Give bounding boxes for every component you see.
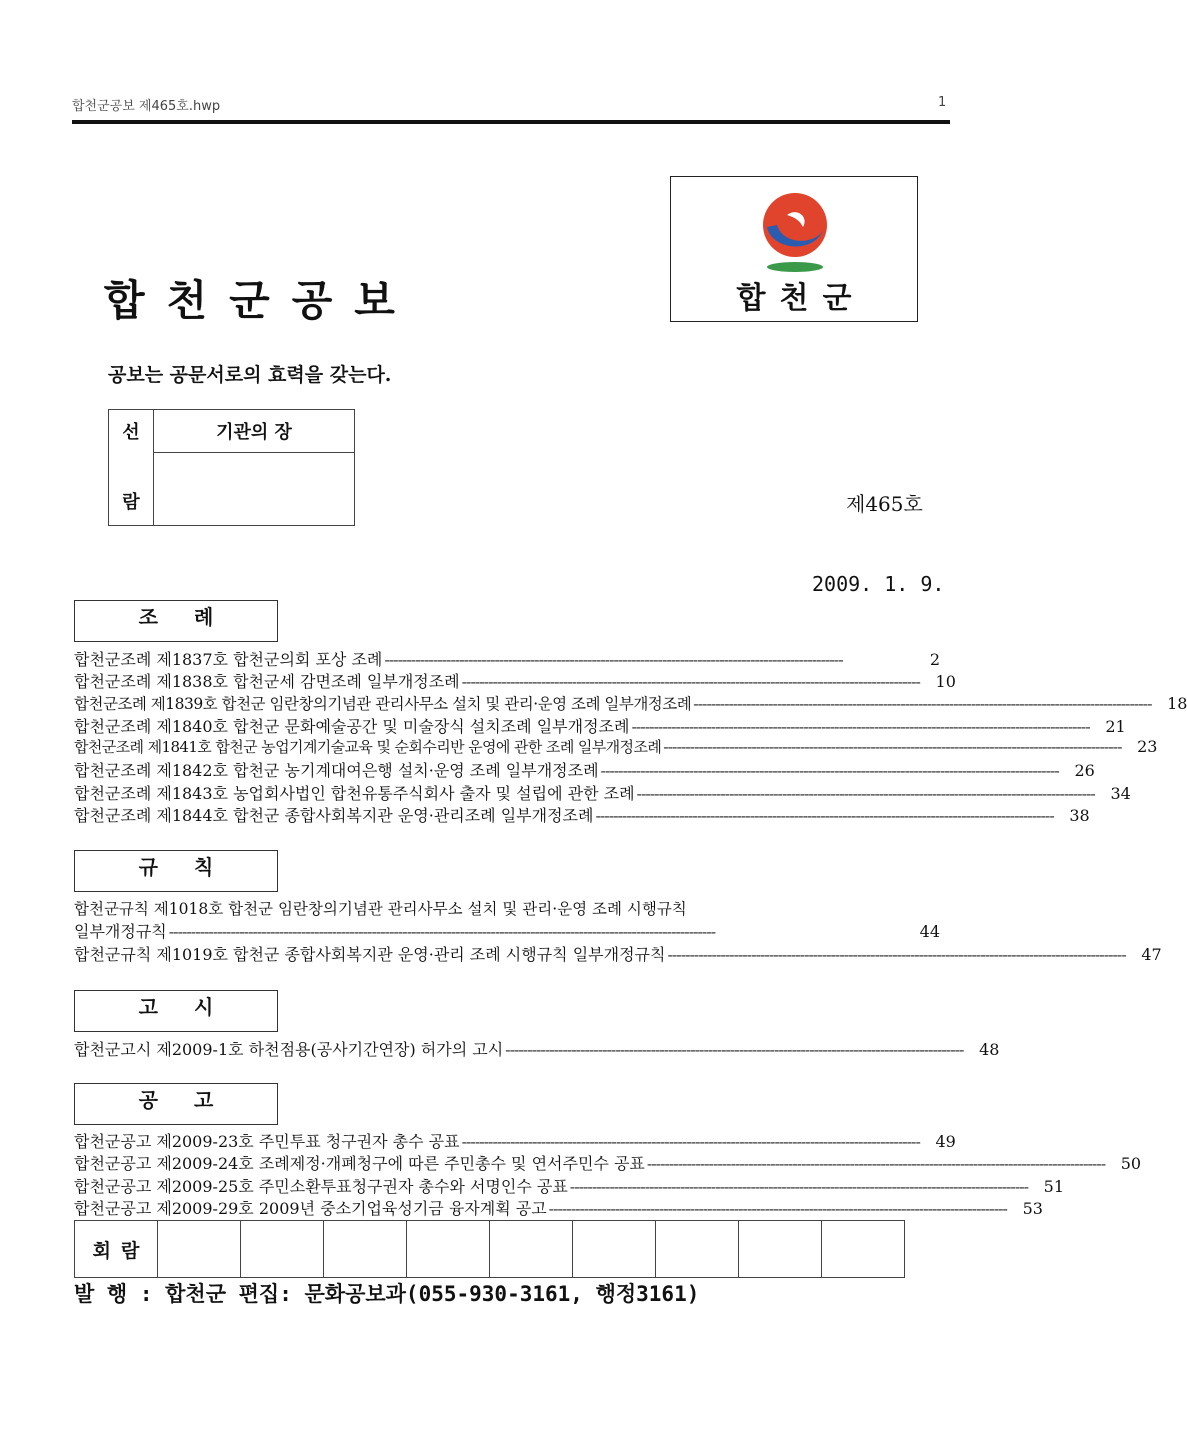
- review-cell: [656, 1221, 739, 1278]
- review-cell: [739, 1221, 822, 1278]
- ordinances-list: [74, 647, 1187, 826]
- section-ordinances-label: 조례: [74, 600, 278, 642]
- toc-item[interactable]: 합천군고시 제2009-1호 하천점용(공사기간연장) 허가의 고시 -------------------------------------------------------------------------------------------------------- 48: [74, 1040, 1000, 1059]
- review-cell: [241, 1221, 324, 1278]
- routing-signature-cell: [154, 453, 355, 526]
- section-announcements-label: 공고: [74, 1083, 278, 1125]
- toc-item[interactable]: 합천군공고 제2009-25호 주민소환투표청구권자 총수와 서명인수 공표 -------------------------------------------------------------------------------------------------------- 51: [74, 1176, 1065, 1196]
- document-subtitle: 공보는 공문서로의 효력을 갖는다.: [108, 364, 392, 386]
- section-notices-label: 고시: [74, 990, 278, 1032]
- routing-head: 기관의 장: [154, 410, 355, 453]
- review-table: [74, 1220, 905, 1278]
- toc-item[interactable]: 합천군조례 제1843호 농업회사법인 합천유통주식회사 출자 및 설립에 관한 조례 -------------------------------------------------------------------------------------------------------- 34: [74, 783, 1131, 803]
- routing-table: [108, 409, 355, 526]
- logo-name: 합천군: [736, 281, 866, 316]
- header-filename: 합천군공보 제465호.hwp: [72, 99, 221, 114]
- issue-number: 제465호: [846, 492, 923, 516]
- section-rules-label: 규칙: [74, 850, 278, 892]
- review-cell: [324, 1221, 407, 1278]
- header-page-number: 1: [938, 95, 947, 110]
- routing-label: [109, 410, 154, 526]
- toc-item[interactable]: 합천군공고 제2009-29호 2009년 중소기업육성기금 융자계획 공고 -------------------------------------------------------------------------------------------------------- 53: [74, 1198, 1043, 1218]
- review-label: 회람: [75, 1221, 158, 1278]
- header-rule: [72, 120, 950, 124]
- document-title: 합천군공보: [104, 276, 417, 325]
- review-cell: [573, 1221, 656, 1278]
- logo-box: [670, 176, 918, 322]
- review-cell: [822, 1221, 905, 1278]
- toc-item[interactable]: 합천군조례 제1840호 합천군 문화예술공간 및 미술장식 설치조례 일부개정조례 -------------------------------------------------------------------------------------------------------- 21: [74, 716, 1126, 736]
- toc-item[interactable]: 합천군조례 제1839호 합천군 임란창의기념관 관리사무소 설치 및 관리·운영 조례 일부개정조례 -------------------------------------------------------------------------------------------------------- 18: [74, 693, 1187, 713]
- toc-item[interactable]: 합천군조례 제1844호 합천군 종합사회복지관 운영·관리조례 일부개정조례 -------------------------------------------------------------------------------------------------------- 38: [74, 806, 1090, 826]
- toc-item[interactable]: 합천군조례 제1842호 합천군 농기계대여은행 설치·운영 조례 일부개정조례 -------------------------------------------------------------------------------------------------------- 26: [74, 761, 1095, 781]
- toc-item-continued[interactable]: 일부개정규칙 ---------------------------------------------------------------------------------------------------------------------------- 44: [74, 922, 940, 942]
- toc-item[interactable]: 합천군공고 제2009-23호 주민투표 청구권자 총수 공표 -------------------------------------------------------------------------------------------------------- 49: [74, 1132, 956, 1151]
- toc-item[interactable]: 합천군규칙 제1019호 합천군 종합사회복지관 운영·관리 조례 시행규칙 일부개정규칙 -------------------------------------------------------------------------------------------------------- 47: [74, 944, 1162, 964]
- routing-label-top: 선: [122, 421, 140, 443]
- notices-list: [74, 1037, 1000, 1059]
- review-cell: [158, 1221, 241, 1278]
- hapcheon-emblem-icon: [753, 189, 837, 275]
- routing-label-bottom: 람: [122, 491, 140, 513]
- review-cell: [490, 1221, 573, 1278]
- announcements-list: [74, 1129, 1142, 1218]
- toc-item[interactable]: 합천군조례 제1837호 합천군의회 포상 조례 -------------------------------------------------------------------------------------------------------- 2: [74, 650, 940, 669]
- toc-item[interactable]: 합천군공고 제2009-24호 조례제정·개폐청구에 따른 주민총수 및 연서주민수 공표 -------------------------------------------------------------------------------------------------------- 50: [74, 1154, 1142, 1174]
- publisher-footer: 발 행 : 합천군 편집: 문화공보과(055-930-3161, 행정3161): [74, 1282, 700, 1306]
- toc-item[interactable]: 합천군규칙 제1018호 합천군 임란창의기념관 관리사무소 설치 및 관리·운영 조례 시행규칙: [74, 900, 687, 918]
- rules-list: [74, 897, 1162, 964]
- toc-item[interactable]: 합천군조례 제1838호 합천군세 감면조례 일부개정조례 -------------------------------------------------------------------------------------------------------- 10: [74, 672, 956, 692]
- issue-date: 2009. 1. 9.: [812, 572, 945, 596]
- toc-item[interactable]: 합천군조례 제1841호 합천군 농업기계기술교육 및 순회수리반 운영에 관한 조례 일부개정조례 -------------------------------------------------------------------------------------------------------- 23: [74, 737, 1158, 757]
- review-cell: [407, 1221, 490, 1278]
